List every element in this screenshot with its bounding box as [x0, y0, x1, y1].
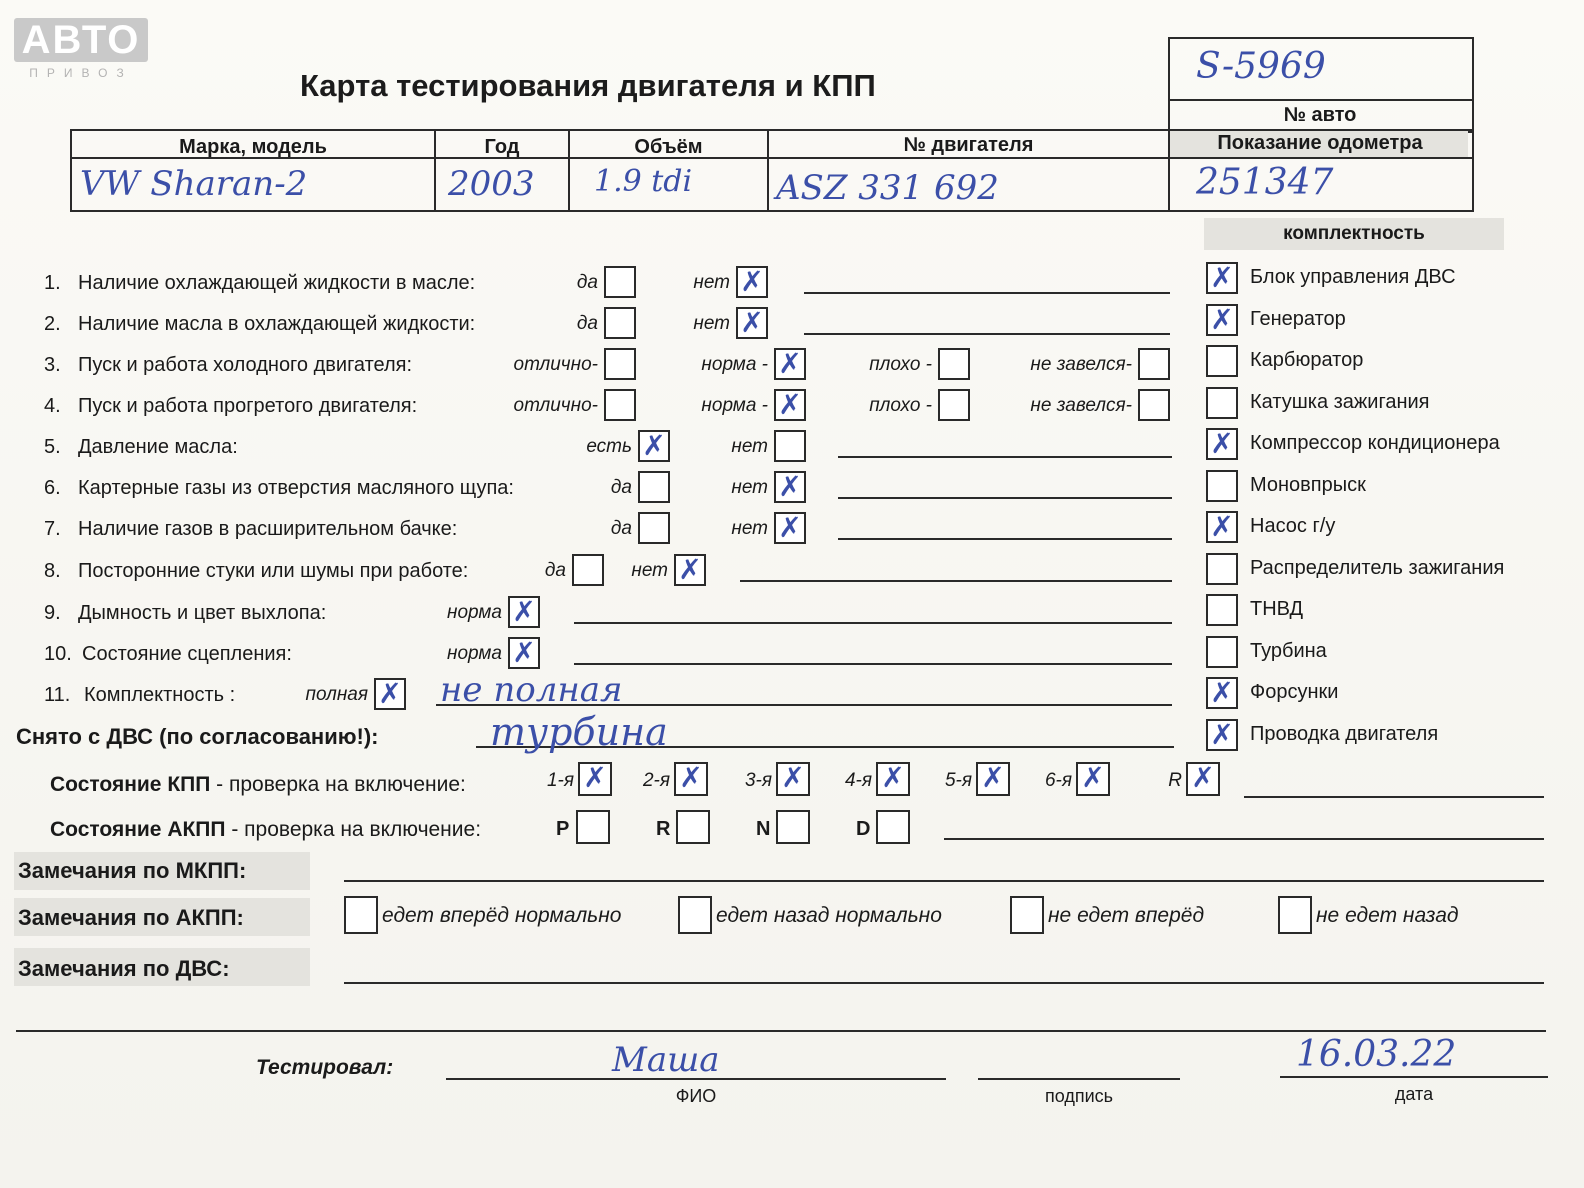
mode-checkbox[interactable]	[576, 810, 610, 844]
completeness-title: комплектность	[1283, 223, 1425, 244]
kpp-label-bold: Состояние КПП	[50, 773, 211, 796]
checkbox[interactable]	[774, 389, 806, 421]
answer-line	[838, 456, 1172, 458]
remark-option-label: едет назад нормально	[716, 904, 942, 927]
volume-value: 1.9 tdi	[594, 164, 693, 199]
option-label: да	[544, 560, 566, 581]
remark-checkbox[interactable]	[344, 896, 378, 934]
completeness-item-label: Форсунки	[1250, 681, 1339, 703]
akpp-label-rest: - проверка на включение:	[225, 818, 482, 841]
car-number-value: S-5969	[1196, 46, 1326, 87]
check-mark-icon: ✗	[378, 677, 402, 710]
option-label: есть	[586, 436, 632, 457]
completeness-checkbox[interactable]	[1206, 719, 1238, 751]
date-caption: дата	[1394, 1084, 1434, 1104]
checkbox[interactable]	[604, 389, 636, 421]
completeness-checkbox[interactable]	[1206, 262, 1238, 294]
check-mark-icon: ✗	[1210, 302, 1234, 336]
option-label: плохо -	[869, 395, 932, 416]
item-label: Дымность и цвет выхлопа:	[78, 602, 327, 624]
item-note: не полная	[440, 670, 623, 710]
checkbox[interactable]	[604, 348, 636, 380]
item-number: 4.	[44, 395, 61, 417]
completeness-checkbox[interactable]	[1206, 553, 1238, 585]
remarks-mkpp-line	[344, 880, 1544, 882]
checkbox[interactable]	[374, 678, 406, 710]
option-label: отлично-	[513, 354, 598, 375]
make-label: Марка, модель	[179, 136, 327, 158]
answer-line	[838, 497, 1172, 499]
item-label: Посторонние стуки или шумы при работе:	[78, 560, 469, 582]
completeness-item-label: Проводка двигателя	[1250, 722, 1439, 745]
mode-label: D	[856, 818, 871, 840]
check-mark-icon: ✗	[740, 265, 764, 298]
check-mark-icon: ✗	[512, 636, 536, 669]
mode-checkbox[interactable]	[876, 810, 910, 844]
remarks-dvs-line	[344, 982, 1544, 984]
gear-label: 1-я	[546, 770, 574, 791]
checkbox[interactable]	[572, 554, 604, 586]
checkbox[interactable]	[774, 512, 806, 544]
kpp-line	[1244, 796, 1544, 798]
item-label: Наличие газов в расширительном бачке:	[78, 518, 458, 540]
gear-label: 5-я	[944, 770, 972, 791]
completeness-item-label: Моновпрыск	[1250, 473, 1366, 496]
akpp-line	[944, 838, 1544, 840]
checkbox[interactable]	[508, 637, 540, 669]
mode-label: R	[656, 818, 671, 840]
volume-label: Объём	[634, 136, 703, 158]
akpp-label-bold: Состояние АКПП	[50, 818, 226, 841]
signature-caption: подпись	[1044, 1086, 1114, 1106]
item-label: Давление масла:	[78, 436, 238, 458]
year-value: 2003	[448, 164, 535, 204]
completeness-checkbox[interactable]	[1206, 387, 1238, 419]
make-value: VW Sharan-2	[80, 164, 308, 204]
remark-checkbox[interactable]	[1278, 896, 1312, 934]
checkbox[interactable]	[604, 307, 636, 339]
item-number: 2.	[44, 313, 61, 335]
option-label: нет	[731, 518, 768, 539]
gear-label: 4-я	[844, 770, 872, 791]
item-number: 3.	[44, 354, 61, 376]
mode-label: P	[556, 818, 570, 840]
completeness-checkbox[interactable]	[1206, 677, 1238, 709]
gear-checkbox[interactable]	[976, 762, 1010, 796]
remarks-extra-line	[16, 1030, 1546, 1032]
removed-label: Снято с ДВС (по согласованию!):	[16, 724, 379, 749]
checkbox[interactable]	[638, 430, 670, 462]
mode-checkbox[interactable]	[676, 810, 710, 844]
completeness-checkbox[interactable]	[1206, 470, 1238, 502]
answer-line	[804, 333, 1170, 335]
name-caption: ФИО	[675, 1086, 717, 1106]
completeness-item-label: Компрессор кондиционера	[1250, 432, 1500, 454]
check-mark-icon: ✗	[881, 761, 905, 794]
check-mark-icon: ✗	[583, 761, 607, 794]
option-label: нет	[631, 560, 668, 581]
option-label: не завелся-	[1030, 354, 1132, 375]
completeness-checkbox[interactable]	[1206, 428, 1238, 460]
check-mark-icon: ✗	[740, 306, 764, 339]
option-label: полная	[305, 684, 368, 705]
gear-label: 3-я	[744, 770, 772, 791]
checkbox[interactable]	[736, 307, 768, 339]
check-mark-icon: ✗	[1210, 427, 1234, 460]
remarks-akpp-label: Замечания по АКПП:	[18, 905, 244, 930]
checkbox[interactable]	[508, 596, 540, 628]
option-label: норма	[447, 643, 502, 664]
remark-option-label: не едет назад	[1316, 904, 1459, 927]
gear-checkbox[interactable]	[776, 762, 810, 796]
check-mark-icon: ✗	[679, 761, 703, 794]
gear-checkbox[interactable]	[578, 762, 612, 796]
gear-label: 6-я	[1044, 770, 1072, 791]
item-label: Наличие масла в охлаждающей жидкости:	[78, 313, 476, 335]
checkbox[interactable]	[674, 554, 706, 586]
checkbox[interactable]	[604, 266, 636, 298]
item-label: Картерные газы из отверстия масляного щупа:	[78, 477, 514, 499]
remark-checkbox[interactable]	[1010, 896, 1044, 934]
check-mark-icon: ✗	[1210, 510, 1234, 543]
item-number: 5.	[44, 436, 61, 458]
check-mark-icon: ✗	[678, 553, 702, 586]
checkbox[interactable]	[638, 471, 670, 503]
year-label: Год	[484, 136, 520, 158]
car-number-label: № авто	[1283, 104, 1357, 126]
page-title: Карта тестирования двигателя и КПП	[300, 68, 876, 103]
check-mark-icon: ✗	[512, 595, 536, 628]
answer-line	[574, 622, 1172, 624]
avtoprivoz-logo	[14, 18, 148, 80]
item-label: Состояние сцепления:	[82, 643, 292, 665]
check-mark-icon: ✗	[778, 511, 802, 544]
completeness-item-label: Распределитель зажигания	[1250, 556, 1505, 579]
item-number: 7.	[44, 518, 61, 540]
completeness-checkbox[interactable]	[1206, 345, 1238, 377]
check-mark-icon: ✗	[778, 470, 802, 503]
item-number: 1.	[44, 272, 61, 294]
gear-label: R	[1168, 770, 1182, 791]
option-label: нет	[731, 436, 768, 457]
date-line	[1280, 1076, 1548, 1078]
check-mark-icon: ✗	[778, 388, 802, 421]
gear-label: 2-я	[642, 770, 670, 791]
checkbox[interactable]	[638, 512, 670, 544]
option-label: да	[610, 518, 632, 539]
answer-line	[838, 538, 1172, 540]
date-value: 16.03.22	[1296, 1034, 1457, 1075]
checkbox[interactable]	[774, 471, 806, 503]
gear-checkbox[interactable]	[674, 762, 708, 796]
check-mark-icon: ✗	[642, 429, 666, 462]
item-number: 10.	[44, 643, 72, 665]
completeness-item-label: Катушка зажигания	[1250, 390, 1430, 413]
kpp-label-rest: - проверка на включение:	[210, 773, 466, 796]
kpp-label	[50, 773, 466, 797]
answer-line	[574, 663, 1172, 665]
remark-checkbox[interactable]	[678, 896, 712, 934]
remarks-dvs-label: Замечания по ДВС:	[18, 956, 230, 981]
item-number: 8.	[44, 560, 61, 582]
checkbox[interactable]	[774, 430, 806, 462]
check-mark-icon: ✗	[781, 761, 805, 794]
mode-label: N	[756, 818, 771, 840]
option-label: нет	[731, 477, 768, 498]
odometer-value: 251347	[1196, 162, 1334, 203]
check-mark-icon: ✗	[1191, 761, 1215, 794]
remark-option-label: едет вперёд нормально	[382, 904, 622, 927]
completeness-item-label: Насос г/у	[1250, 515, 1336, 537]
completeness-item-label: Турбина	[1250, 639, 1327, 662]
completeness-checkbox[interactable]	[1206, 636, 1238, 668]
gear-checkbox[interactable]	[876, 762, 910, 796]
item-number: 6.	[44, 477, 61, 499]
option-label: да	[576, 272, 598, 293]
completeness-item-label: Блок управления ДВС	[1250, 266, 1456, 288]
checkbox[interactable]	[1138, 348, 1170, 380]
answer-line	[804, 292, 1170, 294]
option-label: нет	[693, 313, 730, 334]
completeness-checkbox[interactable]	[1206, 304, 1238, 336]
checkbox[interactable]	[1138, 389, 1170, 421]
engine-label: № двигателя	[903, 134, 1034, 156]
signature-line	[978, 1078, 1180, 1080]
car-number-divider	[1168, 99, 1472, 101]
mode-checkbox[interactable]	[776, 810, 810, 844]
check-mark-icon: ✗	[1210, 717, 1234, 751]
check-mark-icon: ✗	[1210, 261, 1234, 294]
completeness-checkbox[interactable]	[1206, 594, 1238, 626]
check-mark-icon: ✗	[1081, 761, 1105, 794]
engine-value: ASZ 331 692	[776, 168, 999, 208]
completeness-item-label: Карбюратор	[1250, 349, 1364, 371]
option-label: плохо -	[869, 354, 932, 375]
akpp-label	[50, 818, 481, 842]
option-label: да	[576, 313, 598, 334]
item-label: Пуск и работа прогретого двигателя:	[78, 395, 418, 417]
option-label: норма -	[701, 395, 768, 416]
option-label: норма	[447, 602, 502, 623]
completeness-item-label: Генератор	[1250, 307, 1346, 330]
item-number: 9.	[44, 602, 61, 624]
completeness-checkbox[interactable]	[1206, 511, 1238, 543]
remarks-mkpp-label: Замечания по МКПП:	[18, 858, 247, 883]
answer-line	[740, 580, 1172, 582]
gear-checkbox[interactable]	[1076, 762, 1110, 796]
remark-option-label: не едет вперёд	[1048, 904, 1205, 927]
option-label: не завелся-	[1030, 395, 1132, 416]
logo-sub-text: ПРИВОЗ	[29, 66, 133, 80]
checkbox[interactable]	[774, 348, 806, 380]
item-number: 11.	[44, 684, 71, 706]
item-label: Пуск и работа холодного двигателя:	[78, 354, 413, 376]
option-label: норма -	[701, 354, 768, 375]
item-label: Наличие охлаждающей жидкости в масле:	[78, 272, 476, 294]
gear-checkbox[interactable]	[1186, 762, 1220, 796]
completeness-item-label: ТНВД	[1250, 598, 1304, 620]
option-label: нет	[693, 272, 730, 293]
option-label: отлично-	[513, 395, 598, 416]
item-label: Комплектность :	[84, 684, 236, 706]
check-mark-icon: ✗	[981, 761, 1005, 794]
checkbox[interactable]	[736, 266, 768, 298]
tester-name: Маша	[612, 1040, 720, 1080]
removed-value: турбина	[490, 710, 668, 754]
option-label: да	[610, 477, 632, 498]
logo-main-text: АВТО	[14, 18, 148, 62]
check-mark-icon: ✗	[1210, 676, 1234, 709]
tested-label: Тестировал:	[256, 1056, 394, 1079]
odometer-label: Показание одометра	[1217, 132, 1423, 154]
check-mark-icon: ✗	[778, 347, 802, 380]
